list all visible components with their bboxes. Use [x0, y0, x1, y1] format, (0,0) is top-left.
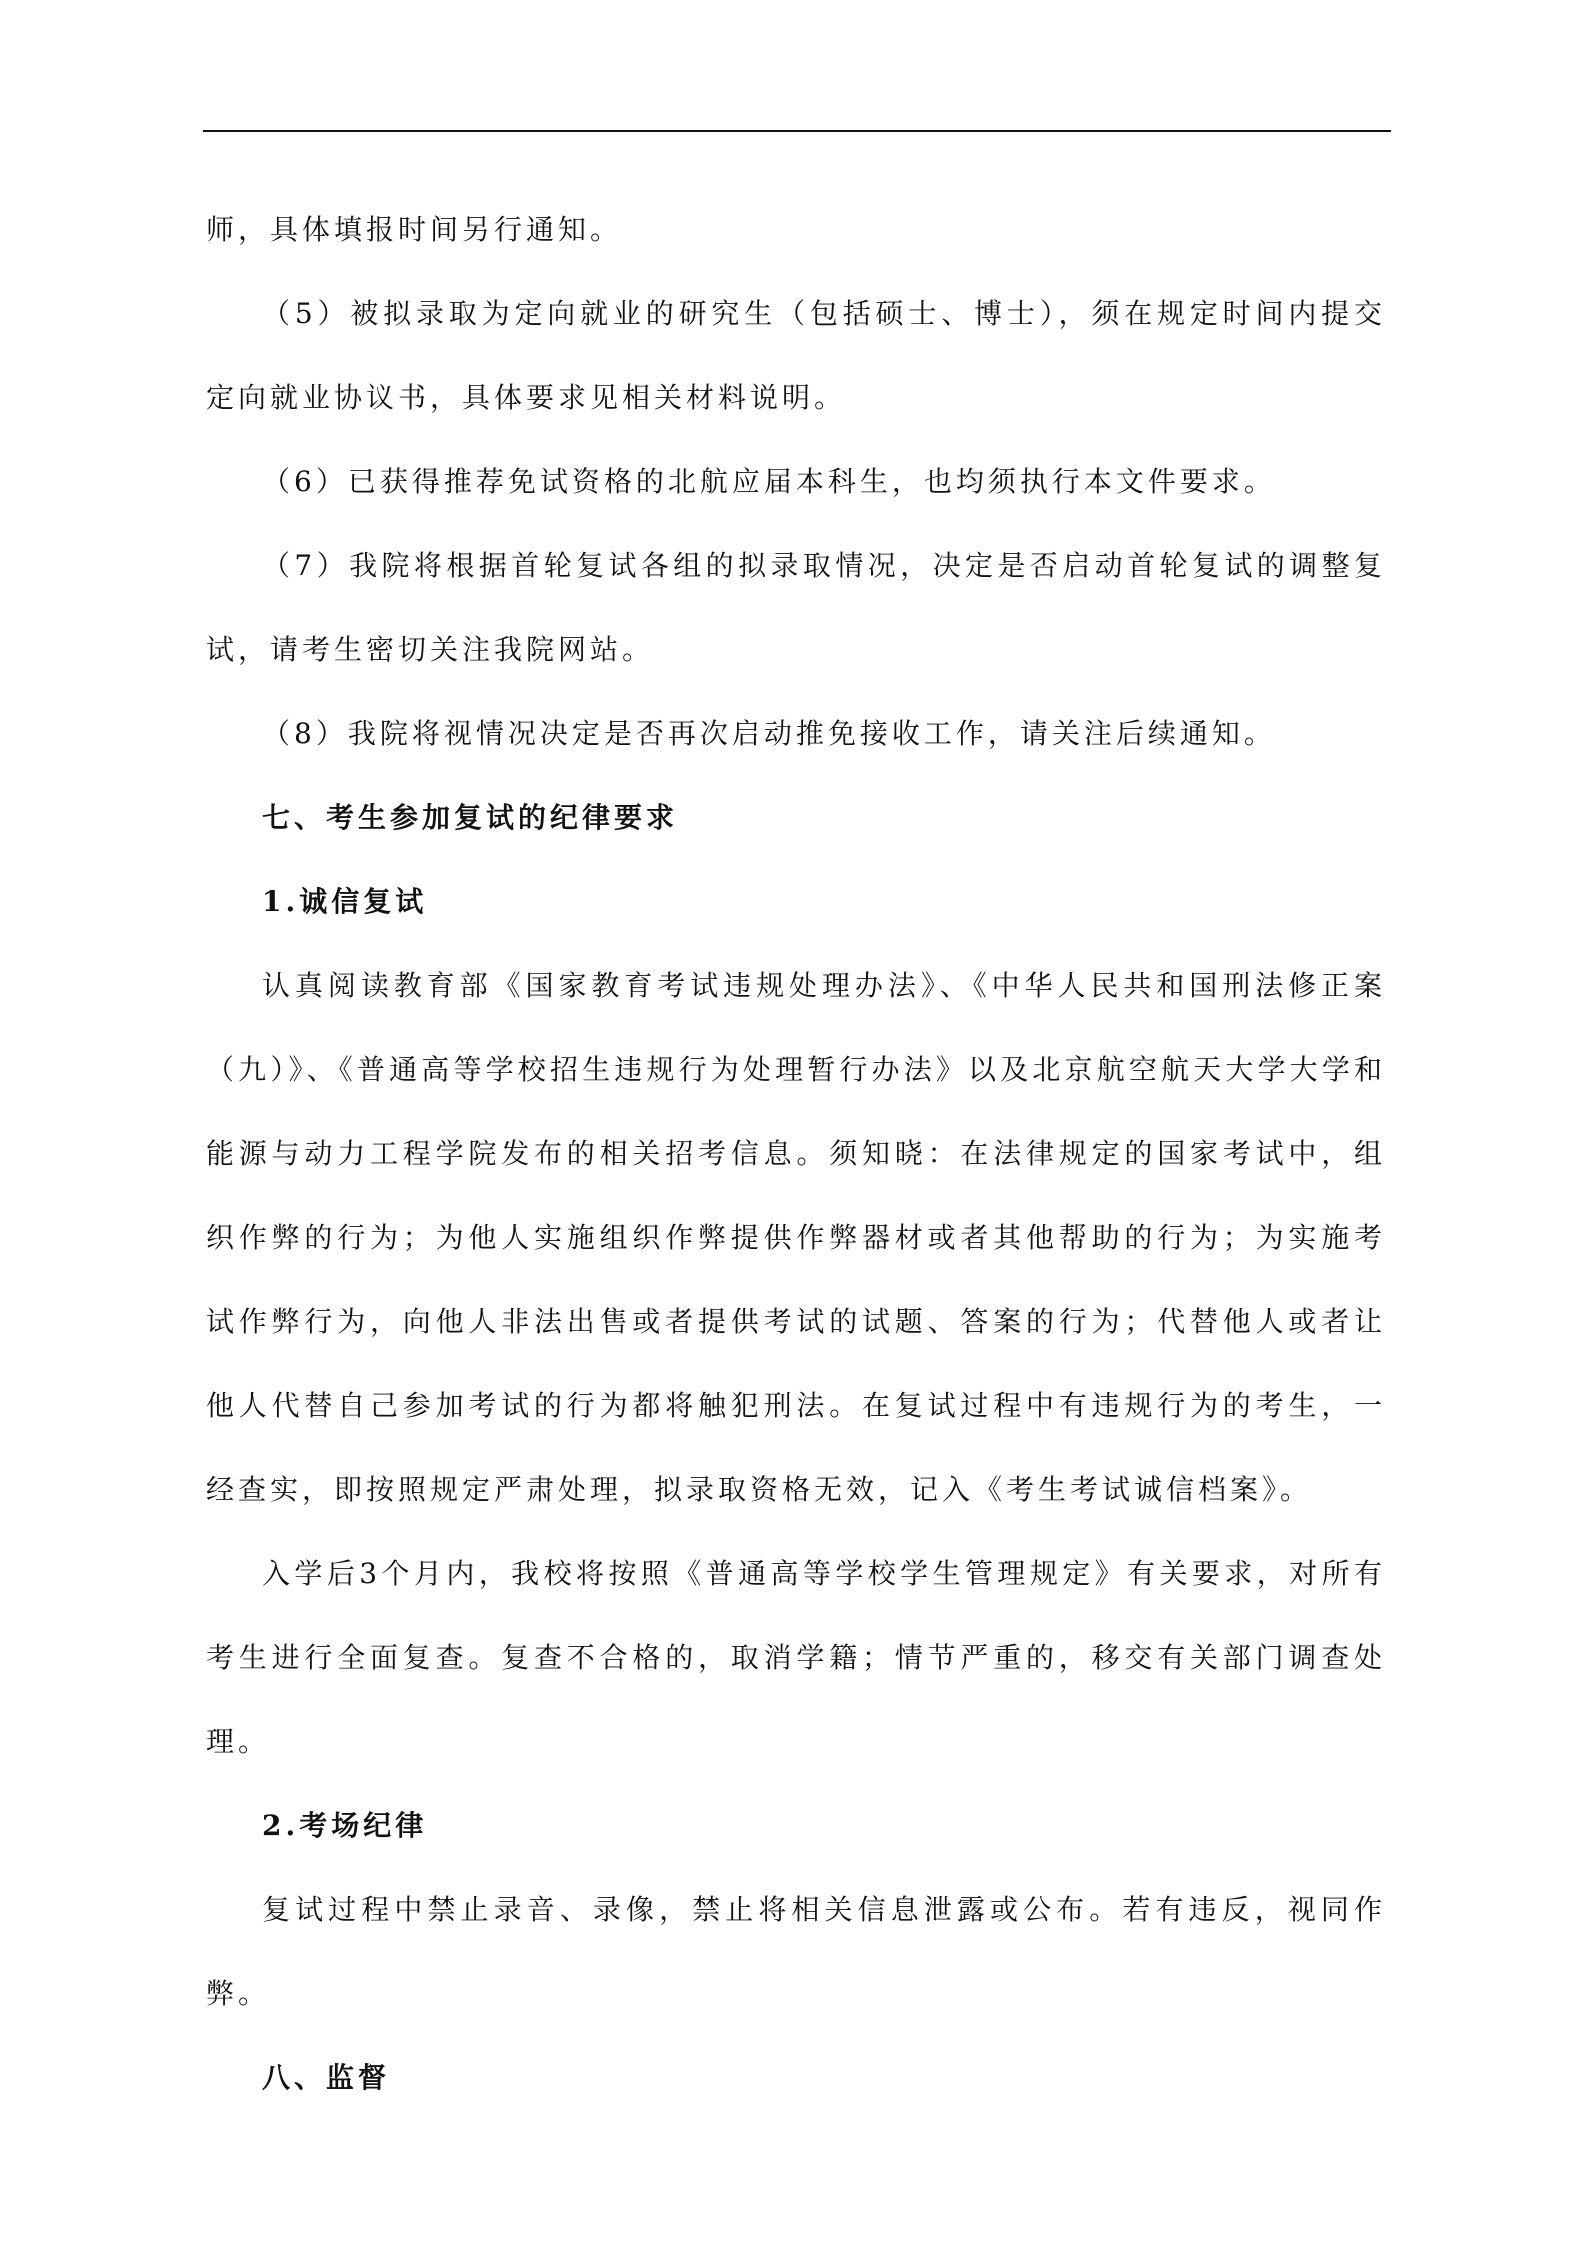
subsection-heading-1: 1.诚信复试	[262, 885, 428, 918]
paragraph-item-5: （5）被拟录取为定向就业的研究生（包括硕士、博士），须在规定时间内提交定向就业协议书，具体要求见相关材料说明。	[206, 297, 1386, 414]
section-heading-8: 八、监督	[262, 2061, 391, 2094]
document-body	[206, 188, 1386, 2120]
paragraph-continuation: 师，具体填报时间另行通知。	[206, 213, 623, 246]
paragraph-item-7: （7）我院将根据首轮复试各组的拟录取情况，决定是否启动首轮复试的调整复试，请考生密切关注我院网站。	[206, 549, 1386, 666]
paragraph-review: 入学后3个月内，我校将按照《普通高等学校学生管理规定》有关要求，对所有考生进行全面复查。复查不合格的，取消学籍；情节严重的，移交有关部门调查处理。	[206, 1557, 1386, 1758]
subsection-heading-2: 2.考场纪律	[262, 1809, 428, 1842]
section-heading-7: 七、考生参加复试的纪律要求	[262, 801, 679, 834]
paragraph-item-6: （6）已获得推荐免试资格的北航应届本科生，也均须执行本文件要求。	[262, 465, 1276, 498]
paragraph-discipline: 复试过程中禁止录音、录像，禁止将相关信息泄露或公布。若有违反，视同作弊。	[206, 1893, 1386, 2010]
paragraph-item-8: （8）我院将视情况决定是否再次启动推免接收工作，请关注后续通知。	[262, 717, 1276, 750]
header-rule	[203, 130, 1391, 132]
paragraph-integrity: 认真阅读教育部《国家教育考试违规处理办法》、《中华人民共和国刑法修正案（九）》、《普通高等学校招生违规行为处理暂行办法》以及北京航空航天大学大学和能源与动力工程学院发布的相关招考信息。须知晓：在法律规定的国家考试中，组织作弊的行为；为他人实施组织作弊提供作弊器材或者其他帮助的行为；为实施考试作弊行为，向他人非法出售或者提供考试的试题、答案的行为；代替他人或者让他人代替自己参加考试的行为都将触犯刑法。在复试过程中有违规行为的考生，一经查实，即按照规定严肃处理，拟录取资格无效，记入《考生考试诚信档案》。	[206, 969, 1386, 1506]
